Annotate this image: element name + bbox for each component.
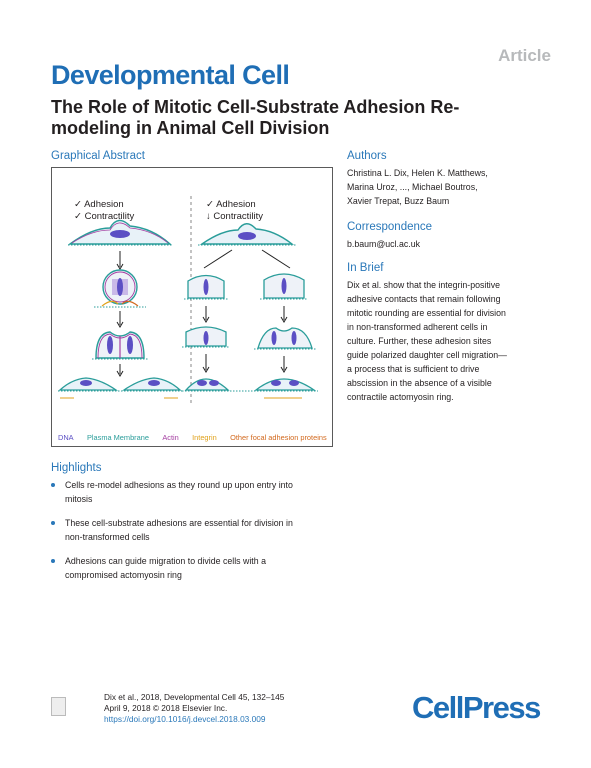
graphical-abstract-figure <box>51 167 333 447</box>
in-brief-heading: In Brief <box>347 262 384 274</box>
right-dividing-cell-a <box>182 327 230 347</box>
left-adhesion-label: Adhesion <box>84 199 124 210</box>
in-brief-line: abscission in the absence of a visible <box>347 378 492 388</box>
in-brief-line: culture. Further, these adhesion sites <box>347 336 492 346</box>
check-icon: ✓ <box>74 211 82 222</box>
bullet-icon <box>51 483 55 487</box>
right-rounded-cell-a <box>184 276 228 300</box>
in-brief-line: Dix et al. show that the integrin-positive <box>347 280 501 290</box>
check-icon: ✓ <box>74 199 82 210</box>
citation-line: Dix et al., 2018, Developmental Cell 45, 132–145 <box>104 692 285 702</box>
legend-plasma-membrane: Plasma Membrane <box>86 433 149 442</box>
right-conditions <box>206 199 263 223</box>
in-brief-line: a process that is sufficient to drive <box>347 364 480 374</box>
left-dividing-cell <box>92 332 148 359</box>
highlight-line: mitosis <box>65 494 93 504</box>
highlight-line: These cell-substrate adhesions are essential for division in <box>65 518 293 528</box>
citation-date-line: April 9, 2018 © 2018 Elsevier Inc. <box>104 703 228 713</box>
correspondence-heading: Correspondence <box>347 221 433 233</box>
authors-line: Christina L. Dix, Helen K. Matthews, <box>347 168 488 178</box>
article-thumbnail-icon[interactable] <box>51 697 66 716</box>
left-contractility-label: Contractility <box>84 211 135 222</box>
check-icon: ✓ <box>206 199 214 210</box>
in-brief-line: guide polarized daughter cell migration— <box>347 350 507 360</box>
in-brief-line: adhesive contacts that remain following <box>347 294 501 304</box>
legend-other-focal-adhesion: Other focal adhesion proteins <box>230 433 327 442</box>
authors-line: Xavier Trepat, Buzz Baum <box>347 196 450 206</box>
highlight-item <box>51 478 371 508</box>
legend-dna: DNA <box>58 433 74 442</box>
legend-integrin: Integrin <box>192 433 217 442</box>
in-brief-text <box>347 278 547 404</box>
in-brief-line: mitotic rounding are essential for division <box>347 308 506 318</box>
authors-line: Marina Uroz, ..., Michael Boutros, <box>347 182 478 192</box>
right-contractility-label: Contractility <box>213 211 264 222</box>
right-daughter-cells <box>182 379 318 398</box>
right-dividing-cell-b <box>254 328 316 349</box>
article-type-label: Article <box>498 46 551 65</box>
journal-name[interactable]: Developmental Cell <box>51 60 290 90</box>
highlight-item <box>51 554 371 584</box>
figure-legend <box>58 427 327 445</box>
doi-link[interactable]: https://doi.org/10.1016/j.devcel.2018.03.009 <box>104 714 266 724</box>
paper-title: The Role of Mitotic Cell-Substrate Adhesion Re-modeling in Animal Cell Division <box>51 97 460 138</box>
right-adhesion-label: Adhesion <box>216 199 256 210</box>
right-rounded-cell-b <box>260 274 308 299</box>
in-brief-line: contractile actomyosin ring. <box>347 392 454 402</box>
correspondence-email[interactable]: b.baum@ucl.ac.uk <box>347 239 420 249</box>
graphical-abstract-heading: Graphical Abstract <box>51 150 145 162</box>
authors-list <box>347 166 488 208</box>
right-interphase-cell <box>198 224 296 245</box>
left-daughter-cells <box>58 378 182 398</box>
left-rounded-cell <box>94 270 146 307</box>
highlight-item <box>51 516 371 546</box>
highlight-line: compromised actomyosin ring <box>65 570 182 580</box>
highlight-line: Adhesions can guide migration to divide cells with a <box>65 556 266 566</box>
highlights-heading: Highlights <box>51 462 102 474</box>
down-arrow-icon: ↓ <box>206 211 211 222</box>
highlight-line: Cells re-model adhesions as they round up upon entry into <box>65 480 293 490</box>
bullet-icon <box>51 521 55 525</box>
authors-heading: Authors <box>347 150 387 162</box>
publisher-logo[interactable]: CellPress <box>412 690 540 725</box>
bullet-icon <box>51 559 55 563</box>
in-brief-line: in non-transformed adherent cells in <box>347 322 488 332</box>
legend-actin: Actin <box>162 433 179 442</box>
highlight-line: non-transformed cells <box>65 532 150 542</box>
citation-block <box>104 692 284 725</box>
left-conditions <box>74 199 134 223</box>
left-interphase-cell <box>68 220 172 245</box>
